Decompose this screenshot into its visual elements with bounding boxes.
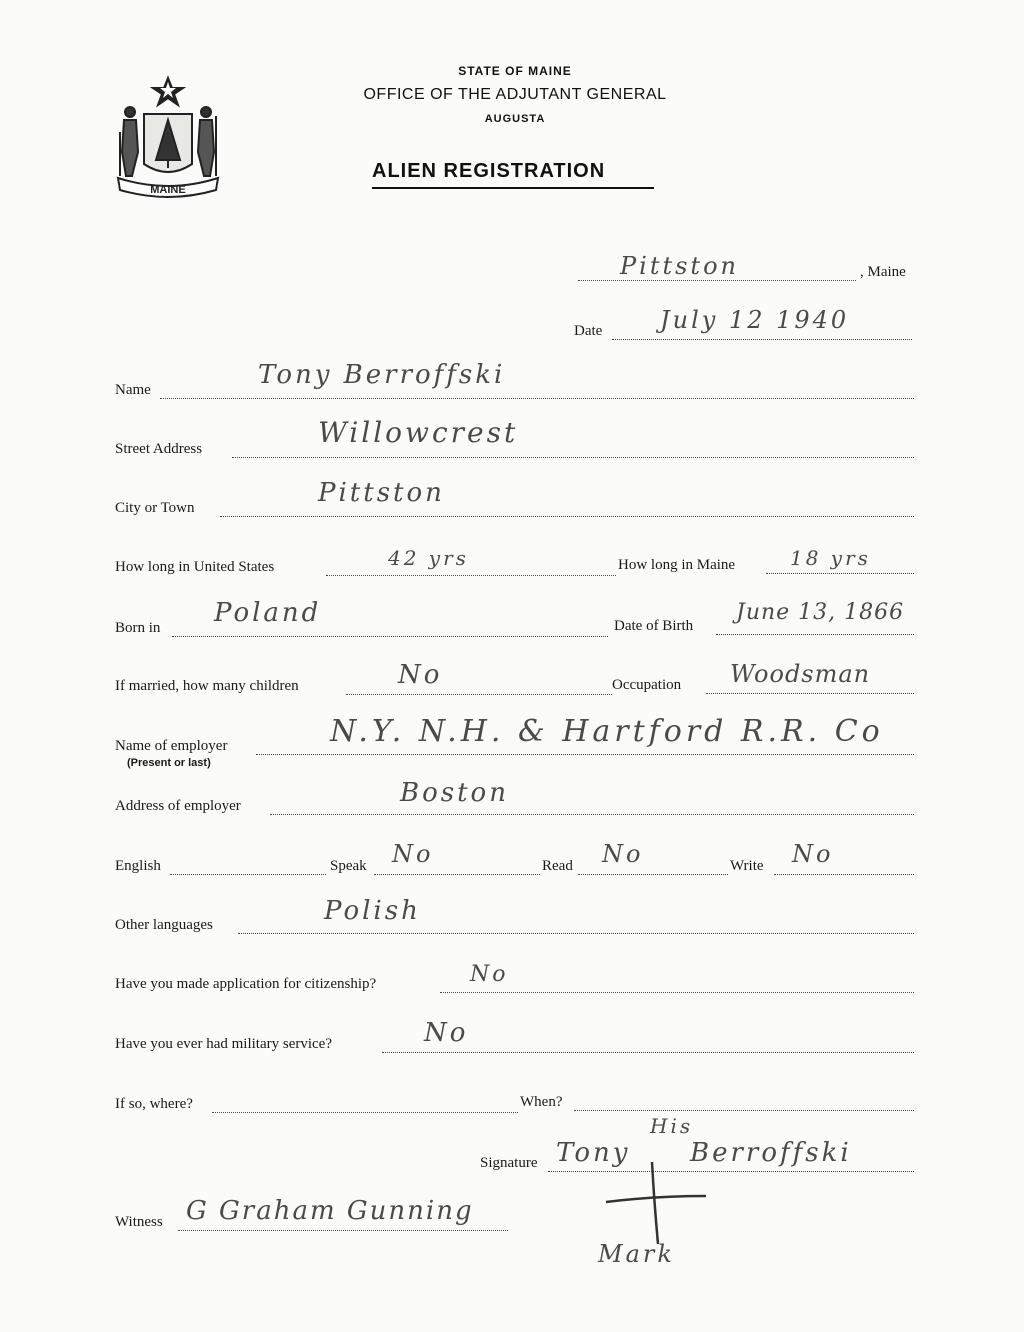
employer-entry: N.Y. N.H. & Hartford R.R. Co [330,714,884,749]
speak-label: Speak [330,858,367,874]
date-line [612,339,912,340]
signature-cross-mark-icon [604,1160,708,1250]
speak-entry: No [392,840,434,868]
signature-mark-entry: Mark [598,1240,675,1268]
office-heading: OFFICE OF THE ADJUTANT GENERAL [363,86,667,103]
maine-state-seal-icon [112,72,224,202]
write-label: Write [730,858,764,874]
maine-label: , Maine [860,264,906,280]
title-underline [372,187,654,189]
citizenship-line [440,992,914,993]
read-entry: No [602,840,644,868]
occupation-line [706,693,914,694]
how-long-maine-line [766,573,914,574]
citizenship-entry: No [470,962,509,987]
name-entry: Tony Berroffski [258,360,506,390]
date-of-birth-entry: June 13, 1866 [736,600,905,625]
signature-his-entry: His [650,1114,694,1138]
city-town-entry: Pittston [318,478,445,508]
how-long-maine-entry: 18 yrs [790,546,871,570]
name-line [160,398,914,399]
signature-line [548,1171,914,1172]
other-languages-entry: Polish [324,896,421,926]
children-label: If married, how many children [115,678,299,694]
english-label: English [115,858,161,874]
military-entry: No [424,1018,469,1048]
other-languages-line [238,933,914,934]
date-of-birth-line [716,634,914,635]
employer-label: Name of employer [115,738,228,754]
witness-line [178,1230,508,1231]
date-label: Date [574,323,603,339]
born-in-entry: Poland [214,598,322,628]
occupation-entry: Woodsman [730,660,871,688]
state-heading: STATE OF MAINE [458,64,572,78]
speak-line [374,874,540,875]
signature-label: Signature [480,1155,538,1171]
city-town-line [220,516,914,517]
town-entry: Pittston [620,252,739,280]
signature-first-entry: Tony [556,1138,631,1168]
how-long-maine-label: How long in Maine [618,557,736,573]
military-line [382,1052,914,1053]
born-in-label: Born in [115,620,161,636]
employer-note: (Present or last) [127,757,211,769]
write-line [774,874,914,875]
employer-address-label: Address of employer [115,798,241,814]
employer-address-line [270,814,914,815]
seal-banner-text: MAINE [150,184,186,196]
born-in-line [172,636,608,637]
city-town-label: City or Town [115,500,195,516]
name-label: Name [115,382,151,398]
when-label: When? [520,1094,563,1110]
signature-last-entry: Berroffski [690,1138,852,1168]
write-entry: No [792,840,834,868]
occupation-label: Occupation [612,677,682,693]
town-line [578,280,856,281]
citizenship-label: Have you made application for citizenship? [115,976,377,992]
date-entry: July 12 1940 [660,306,850,334]
city-heading: AUGUSTA [484,113,546,125]
when-line [574,1110,914,1111]
how-long-us-label: How long in United States [115,559,275,575]
form-title: ALIEN REGISTRATION [372,160,606,182]
if-so-where-line [212,1112,518,1113]
street-entry: Willowcrest [318,416,519,449]
children-entry: No [398,660,443,690]
children-line [346,694,612,695]
how-long-us-line [326,575,616,576]
date-of-birth-label: Date of Birth [614,618,694,634]
street-line [232,457,914,458]
read-label: Read [542,858,573,874]
how-long-us-entry: 42 yrs [388,546,469,570]
employer-line [256,754,914,755]
employer-address-entry: Boston [400,778,509,808]
other-languages-label: Other languages [115,917,213,933]
witness-label: Witness [115,1214,163,1230]
military-label: Have you ever had military service? [115,1036,332,1052]
read-line [578,874,728,875]
english-line [170,874,326,875]
witness-entry: G Graham Gunning [186,1196,474,1226]
if-so-where-label: If so, where? [115,1096,193,1112]
street-label: Street Address [115,441,203,457]
